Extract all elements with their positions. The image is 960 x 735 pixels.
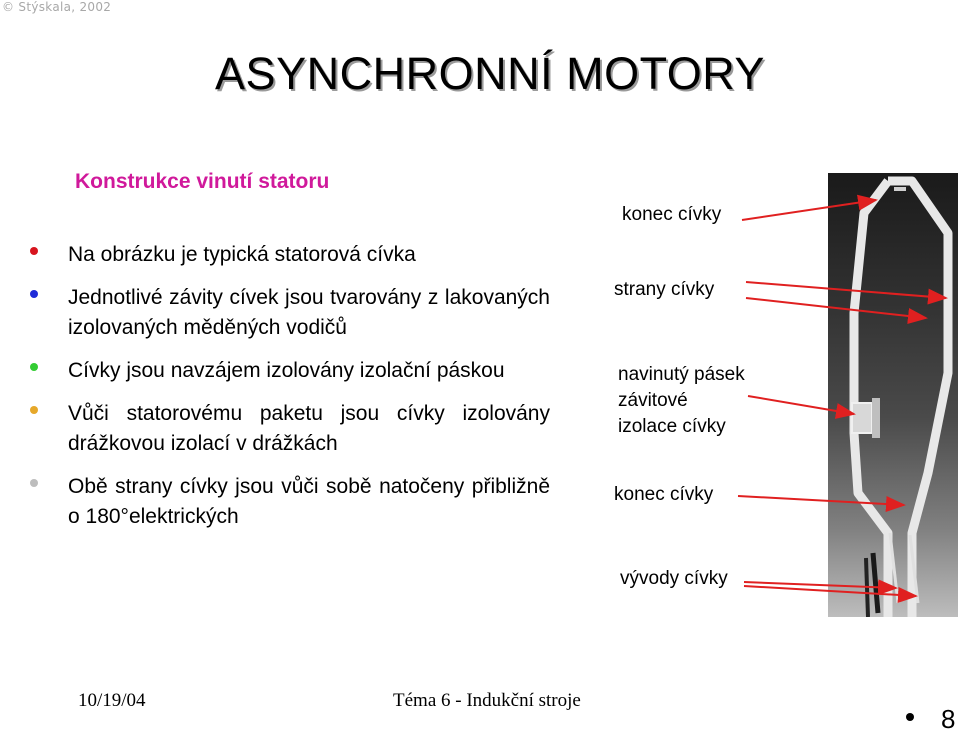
arrow-coil-end-bottom bbox=[738, 496, 904, 505]
bullet-text: Obě strany cívky jsou vůči sobě natočeny přibližně o 180°elektrických bbox=[68, 475, 550, 528]
arrow-coil-side-left bbox=[746, 298, 926, 318]
slide-title: ASYNCHRONNÍ MOTORY bbox=[215, 48, 765, 99]
label-tape-line-1: navinutý pásek bbox=[618, 364, 745, 385]
footer-topic: Téma 6 - Indukční stroje bbox=[393, 690, 581, 711]
page-number: 8 bbox=[941, 704, 956, 734]
arrow-coil-end-top bbox=[742, 200, 876, 220]
bullet-text: Cívky jsou navzájem izolovány izolační páskou bbox=[68, 359, 505, 382]
arrow-coil-side-right bbox=[746, 282, 946, 298]
label-coil-end-bottom: konec cívky bbox=[614, 484, 714, 505]
label-tape-line-2: závitové bbox=[618, 390, 688, 411]
label-coil-sides: strany cívky bbox=[614, 279, 715, 300]
label-coil-leads: vývody cívky bbox=[620, 568, 728, 589]
copyright-notice: © Stýskala, 2002 bbox=[2, 0, 112, 14]
arrow-insulation-tape bbox=[748, 396, 854, 414]
label-coil-end-top: konec cívky bbox=[622, 204, 722, 225]
label-tape-line-3: izolace cívky bbox=[618, 416, 726, 437]
footer-date: 10/19/04 bbox=[78, 690, 146, 711]
bullet-text: Na obrázku je typická statorová cívka bbox=[68, 243, 416, 266]
page-bullet-icon bbox=[906, 713, 914, 721]
bullet-text: Jednotlivé závity cívek jsou tvarovány z lakovaných izolovaných měděných vodičů bbox=[68, 286, 550, 339]
slide-subtitle: Konstrukce vinutí statoru bbox=[75, 170, 330, 193]
bullet-text: Vůči statorovému paketu jsou cívky izolovány drážkovou izolací v drážkách bbox=[68, 402, 550, 455]
